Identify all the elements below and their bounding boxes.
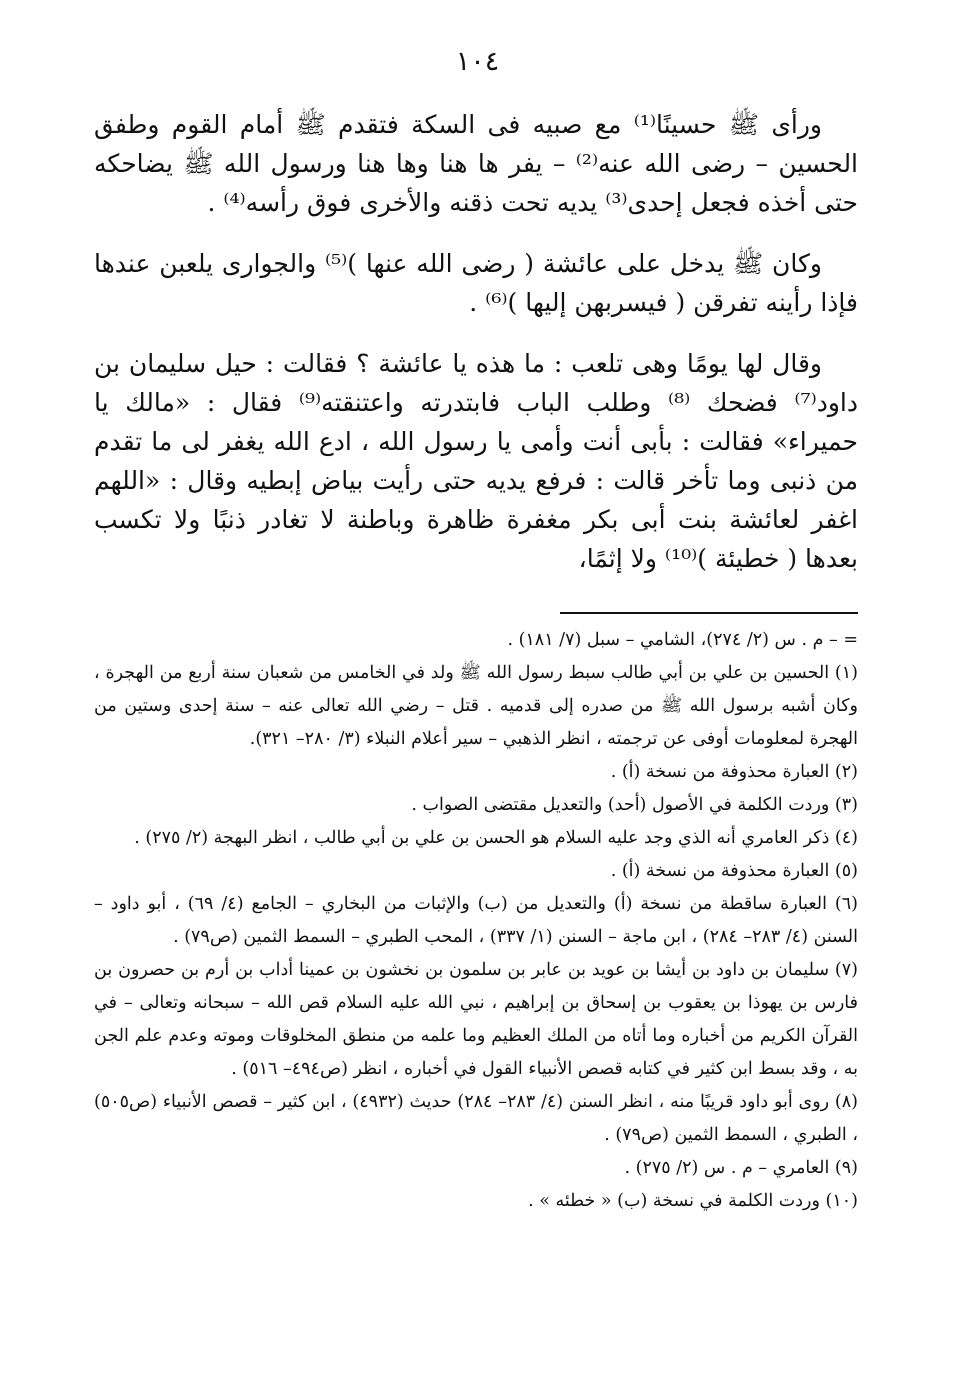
footnote-2: (٢) العبارة محذوفة من نسخة (أ) . xyxy=(610,762,858,782)
main-text xyxy=(94,105,858,600)
footnotes xyxy=(94,624,858,1218)
page-number: ١٠٤ xyxy=(455,46,500,77)
footnote-9: (٩) العامري – م . س (٢/ ٢٧٥) . xyxy=(624,1158,858,1178)
paragraph-aisha-play: وقال لها يومًا وهى تلعب : ما هذه يا عائشة ؟ فقالت : حيل سليمان بن داود⁽⁷⁾ فضحك ⁽⁸⁾ وطلب الباب فابتدرته واعتنقته⁽⁹⁾ فقال : «مالك يا حميراء» فقالت : بأبى أنت وأمى يا رسول الله ، ادع الله يغفر لى ما تقدم من ذنبى وما تأخر قالت : فرفع يديه حتى رأيت بياض إبطيه وقال : «اللهم اغفر لعائشة بنت أبى بكر مغفرة ظاهرة وباطنة لا تغادر ذنبًا ولا تكسب بعدها ( خطيئة )⁽¹⁰⁾ ولا إثمًا، xyxy=(94,349,858,573)
footnote-7: (٧) سليمان بن داود بن أيشا بن عويد بن عابر بن سلمون بن نخشون بن عمينا أداب بن أرم بن حصرون بن فارس بن يهوذا بن يعقوب بن إسحاق بن إبراهيم ، نبي الله عليه السلام قص الله – سبحانه وتعالى – في القرآن الكريم من أخباره وما أتاه من الملك العظيم وما علمه من منطق المخلوقات وموته وعدم علم الجن به ، وقد بسط ابن كثير في كتابه قصص الأنبياء القول في أخباره ، انظر (ص٤٩٤– ٥١٦) . xyxy=(94,960,859,1079)
footnote-8: (٨) روى أبو داود قريبًا منه ، انظر السنن (٤/ ٢٨٣– ٢٨٤) حديث (٤٩٣٢) ، ابن كثير – قصص الأنبياء (ص٥٠٥) ، الطبري ، السمط الثمين (ص٧٩) . xyxy=(94,1092,858,1145)
footnote-5: (٥) العبارة محذوفة من نسخة (أ) . xyxy=(610,861,858,881)
footnote-divider xyxy=(560,612,858,614)
footnote-4: (٤) ذكر العامري أنه الذي وجد عليه السلام هو الحسن بن علي بن أبي طالب ، انظر البهجة (٢/ ٢٧٥) . xyxy=(134,828,858,848)
footnote-3: (٣) وردت الكلمة في الأصول (أحد) والتعديل مقتضى الصواب . xyxy=(411,795,858,815)
paragraph-aisha-visit: وكان ﷺ يدخل على عائشة ( رضى الله عنها )⁽⁵⁾ والجوارى يلعبن عندها فإذا رأينه تفرقن ( فيسربهن إليها )⁽⁶⁾ . xyxy=(94,249,858,317)
footnote-1: (١) الحسين بن علي بن أبي طالب سبط رسول الله ﷺ ولد في الخامس من شعبان سنة أربع من الهجرة ، وكان أشبه برسول الله ﷺ من صدره إلى قدميه . قتل – رضي الله تعالى عنه – سنة إحدى وستين من الهجرة لمعلومات أوفى عن ترجمته ، انظر الذهبي – سير أعلام النبلاء (٣/ ٢٨٠– ٣٢١). xyxy=(94,663,858,749)
footnote-continuation: = – م . س (٢/ ٢٧٤)، الشامي – سبل (٧/ ١٨١) . xyxy=(507,630,858,650)
footnote-10: (١٠) وردت الكلمة في نسخة (ب) « خطئه » . xyxy=(528,1191,858,1211)
footnote-6: (٦) العبارة ساقطة من نسخة (أ) والتعديل من (ب) والإثبات من البخاري – الجامع (٤/ ٦٩) ، أبو داود – السنن (٤/ ٢٨٣– ٢٨٤) ، ابن ماجة – السنن (١/ ٣٣٧) ، المحب الطبري – السمط الثمين (ص٧٩) . xyxy=(94,894,858,947)
paragraph-hussein: ورأى ﷺ حسينًا⁽¹⁾ مع صبيه فى السكة فتقدم ﷺ أمام القوم وطفق الحسين – رضى الله عنه⁽²⁾ – يفر ها هنا وها هنا ورسول الله ﷺ يضاحكه حتى أخذه فجعل إحدى⁽³⁾ يديه تحت ذقنه والأخرى فوق رأسه⁽⁴⁾ . xyxy=(94,110,859,217)
